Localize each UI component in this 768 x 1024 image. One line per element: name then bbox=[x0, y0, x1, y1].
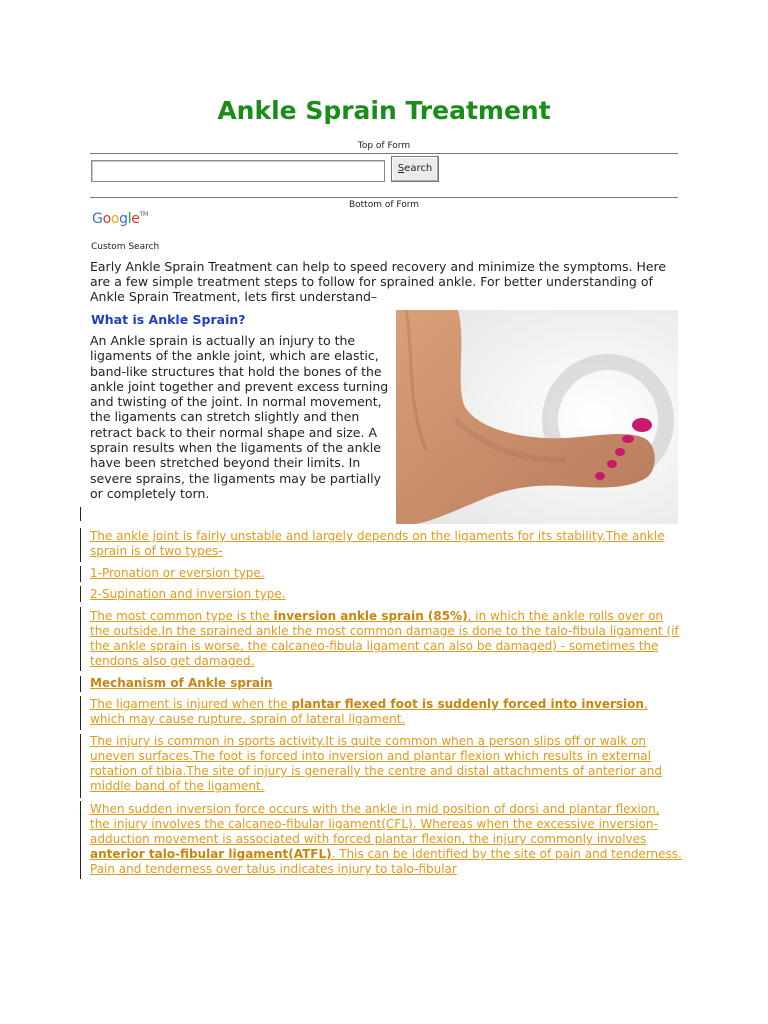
change-bar bbox=[80, 566, 81, 582]
stability-paragraph[interactable]: The ankle joint is fairly unstable and largely depends on the ligaments for its stability.The ankle sprain is of two types- bbox=[90, 529, 665, 558]
injury-common-paragraph[interactable]: The injury is common in sports activity.It is quite common when a person slips off or walk on uneven surfaces.The foot is forced into inversion and plantar flexion which results in external rotation of tibia.The site of injury is generally the centre and distal attachments of anterior and middle band of the ligament. bbox=[90, 734, 662, 793]
search-button[interactable]: Search bbox=[391, 156, 439, 182]
common-type-paragraph[interactable]: The most common type is the inversion ankle sprain (85%), in which the ankle rolls over on the outside.In the sprained ankle the most common damage is done to the talo-fibula ligament (if the ankle sprain is worse, the calcaneo-fibula ligament can also be damaged) - sometimes the tendons also get damaged. bbox=[90, 609, 679, 668]
form-top-rule bbox=[90, 153, 678, 154]
bottom-of-form-label: Bottom of Form bbox=[348, 200, 420, 210]
section-heading-what-is: What is Ankle Sprain? bbox=[91, 312, 246, 327]
sprained-ankle-photo bbox=[396, 310, 678, 524]
change-bar bbox=[80, 696, 81, 730]
change-bar bbox=[80, 734, 81, 798]
change-bar bbox=[80, 528, 81, 562]
type-supination-link[interactable]: 2-Supination and inversion type. bbox=[90, 587, 286, 601]
change-bar bbox=[80, 801, 81, 879]
top-of-form-label: Top of Form bbox=[357, 141, 411, 151]
inversion-force-paragraph[interactable]: When sudden inversion force occurs with the ankle in mid position of dorsi and plantar flexion, the injury involves the calcaneo-fibular ligament(CFL). Whereas when the excessive inversion-adduction movement is associated with forced plantar flexion, the injury commonly involves anterior talo-fibular ligament(ATFL). This can be identified by the site of pain and tenderness. Pain and tenderness over talus indicates injury to talo-fibular bbox=[90, 802, 682, 876]
google-logo: Google™ bbox=[92, 211, 148, 227]
type-pronation-link[interactable]: 1-Pronation or eversion type. bbox=[90, 566, 265, 580]
mechanism-heading[interactable]: Mechanism of Ankle sprain bbox=[90, 676, 273, 690]
search-input[interactable] bbox=[91, 160, 385, 182]
change-bar bbox=[80, 676, 81, 692]
mechanism-paragraph[interactable]: The ligament is injured when the plantar flexed foot is suddenly forced into inversion, which may cause rupture, sprain of lateral ligament. bbox=[90, 697, 648, 726]
custom-search-label: Custom Search bbox=[91, 242, 160, 252]
page-title: Ankle Sprain Treatment bbox=[217, 96, 551, 125]
intro-paragraph: Early Ankle Sprain Treatment can help to speed recovery and minimize the symptoms. Here are a few simple treatment steps to follow for sprained ankle. For better understanding of Ankle Sprain Treatment, lets first understand– bbox=[90, 259, 667, 304]
definition-paragraph: An Ankle sprain is actually an injury to the ligaments of the ankle joint, which are elastic, band-like structures that hold the bones of the ankle joint together and prevent excess turning and twisting of the joint. In normal movement, the ligaments can stretch slightly and then retract back to their normal shape and size. A sprain results when the ligaments of the ankle have been stretched beyond their limits. In severe sprains, the ligaments may be partially or completely torn. bbox=[90, 333, 389, 501]
change-bar bbox=[80, 507, 81, 521]
form-bottom-rule bbox=[90, 197, 678, 198]
change-bar bbox=[80, 607, 81, 671]
change-bar bbox=[80, 586, 81, 602]
